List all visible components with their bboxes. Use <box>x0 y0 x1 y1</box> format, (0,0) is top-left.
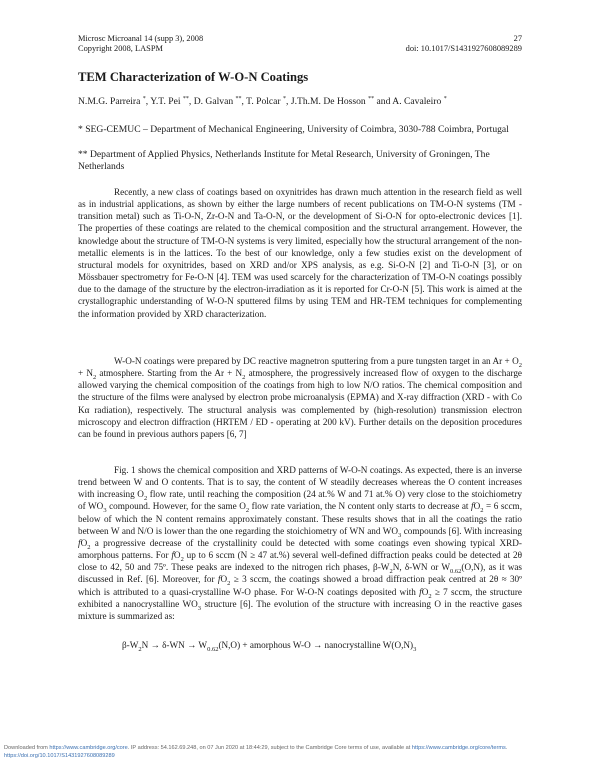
affiliation-mark: ** <box>182 96 189 102</box>
author-conjunction: and <box>376 96 391 108</box>
structure-evolution-sequence: $\beta-W_2N \to \delta-WN \to W_{0.62}(N,O)$ + amorphous W-O → nanocrystalline $W(O,N)_3$ <box>122 640 417 653</box>
paragraph-text: W-O-N coatings were prepared by DC reactive magnetron sputtering from a pure tungsten target in an $Ar + O_2 + N_2$ atmosphere. Starting from the $Ar + N_2$ atmosphere, the progressively increased flow of oxygen to the discharge allowed varying the chemical composition of the coatings from high to low N/O ratios. The chemical composition and the structure of the films were analysed by electron probe microanalysis (EPMA) and X-ray diffraction (XRD - with Co Kα radiation), respectively. The structural analysis was complemented by (high-resolution) transmission electron microscopy and electron diffraction (HRTEM / ED - operating at 200 kV). Further details on the deposition procedures can be found in previous authors papers [6, 7] <box>78 356 522 439</box>
author-name: T. Polcar <box>246 96 281 108</box>
download-notice: Downloaded from https://www.cambridge.org/core. IP address: 54.162.69.248, on 07 Jun 2020 at 18:44:29, subject to the Cambridge Core terms of use, available at https://www.cambridge.org/core/terms. <box>4 745 508 751</box>
paragraph-results <box>78 464 522 622</box>
copyright-line: Copyright 2008, LASPM <box>78 44 163 53</box>
author-name: J.Th.M. De Hosson <box>290 96 366 108</box>
affiliation-mark: * <box>142 96 146 102</box>
affiliation-coimbra: * SEG-CEMUC – Department of Mechanical Engineering, University of Coimbra, 3030-788 Coimbra, Portugal <box>78 124 509 135</box>
journal-citation: Microsc Microanal 14 (supp 3), 2008 <box>78 34 204 43</box>
paragraph-text: Recently, a new class of coatings based on oxynitrides has drawn much attention in the research field as well as in industrial applications, as shown by either the large numbers of recent publications on TM-O-N systems (TM - transition metal) such as Ti-O-N, Zr-O-N and Ta-O-N, or the development of Si-O-N for opto-electronic devices [1]. The properties of these coatings are related to the chemical composition and the structural arrangement. However, the knowledge about the structure of TM-O-N systems is very limited, especially how the structural arrangement of the non-metallic elements is in the lattices. To the best of our knowledge, only a few studies exist on the development of structural models for oxynitrides, based on XRD and/or XPS analysis, as e.g. Si-O-N [2] and Ti-O-N [3], or on Mössbauer spectrometry for Fe-O-N [4]. TEM was used scarcely for the characterization of TM-O-N coatings possibly due to the damage of the structure by the electron-irradiation as it is reported for Cr-O-N [5]. This work is aimed at the crystallographic understanding of W-O-N sputtered films by using TEM and HR-TEM techniques for complementing the information provided by XRD characterization. <box>78 187 522 319</box>
author-name: Y.T. Pei <box>150 96 181 108</box>
affiliation-mark: ** <box>368 96 375 102</box>
doi-line: doi: 10.1017/S1431927608089289 <box>405 44 522 53</box>
paragraph-methods <box>78 355 522 440</box>
article-title: TEM Characterization of W-O-N Coatings <box>78 70 309 84</box>
affiliation-mark: * <box>443 96 447 102</box>
doi-link[interactable]: https://doi.org/10.1017/S1431927608089289 <box>4 753 115 759</box>
author-name: A. Cavaleiro <box>392 96 442 108</box>
cambridge-core-link[interactable]: https://www.cambridge.org/core <box>49 745 128 751</box>
paragraph-text: Fig. 1 shows the chemical composition and XRD patterns of W-O-N coatings. As expected, there is an inverse trend between W and O contents. That is to say, the content of W steadily decreases whereas the O content increases with increasing $O_2$ flow rate, until reaching the composition (24 at.% W and 71 at.% O) very close to the stoichiometry of $WO_3$ compound. However, for the same $O_2$ flow rate variation, the N content only starts to decrease at $fO_2 = 6$ sccm, below of which the N content remains approximately constant. These results shows that in all the coatings the ratio between W and N/O is lower than the one regarding the stoichiometry of WN and $WO_3$ compounds [6]. With increasing $fO_2$ a progressive decrease of the crystallinity could be detected with some coatings even showing typical XRD-amorphous patterns. For $fO_2$ up to 6 sccm (N ≥ 47 at.%) several well-defined diffraction peaks could be detected at 2θ close to 42, 50 and 75º. These peaks are indexed to the nitrogen rich phases, $\beta-W_2N$, δ-WN or $W_{0.62}(O,N)$, as it was discussed in Ref. [6]. Moreover, for $fO_2 \ge 3$ sccm, the coatings showed a broad diffraction peak centred at 2θ ≈ 30º which is attributed to a quasi-crystalline W-O phase. For W-O-N coatings deposited with $fO_2 \ge 7$ sccm, the structure exhibited a nanocrystalline $WO_3$ structure [6]. The evolution of the structure with increasing O in the reactive gases mixture is summarized as: <box>78 465 522 621</box>
affiliation-mark: * <box>283 96 287 102</box>
terms-link[interactable]: https://www.cambridge.org/core/terms <box>411 745 506 751</box>
doi-footer <box>4 752 115 760</box>
author-name: D. Galvan <box>193 96 234 108</box>
affiliation-groningen: ** Department of Applied Physics, Netherlands Institute for Metal Research, University of Groningen, The Netherlands <box>78 149 490 173</box>
page-number: 27 <box>513 34 522 43</box>
affiliation-mark: ** <box>235 96 242 102</box>
author-list: N.M.G. Parreira *, Y.T. Pei **, D. Galvan **, T. Polcar *, J.Th.M. De Hosson ** and A. Cavaleiro * <box>78 96 447 108</box>
paragraph-introduction <box>78 186 522 320</box>
author-name: N.M.G. Parreira <box>78 96 141 108</box>
